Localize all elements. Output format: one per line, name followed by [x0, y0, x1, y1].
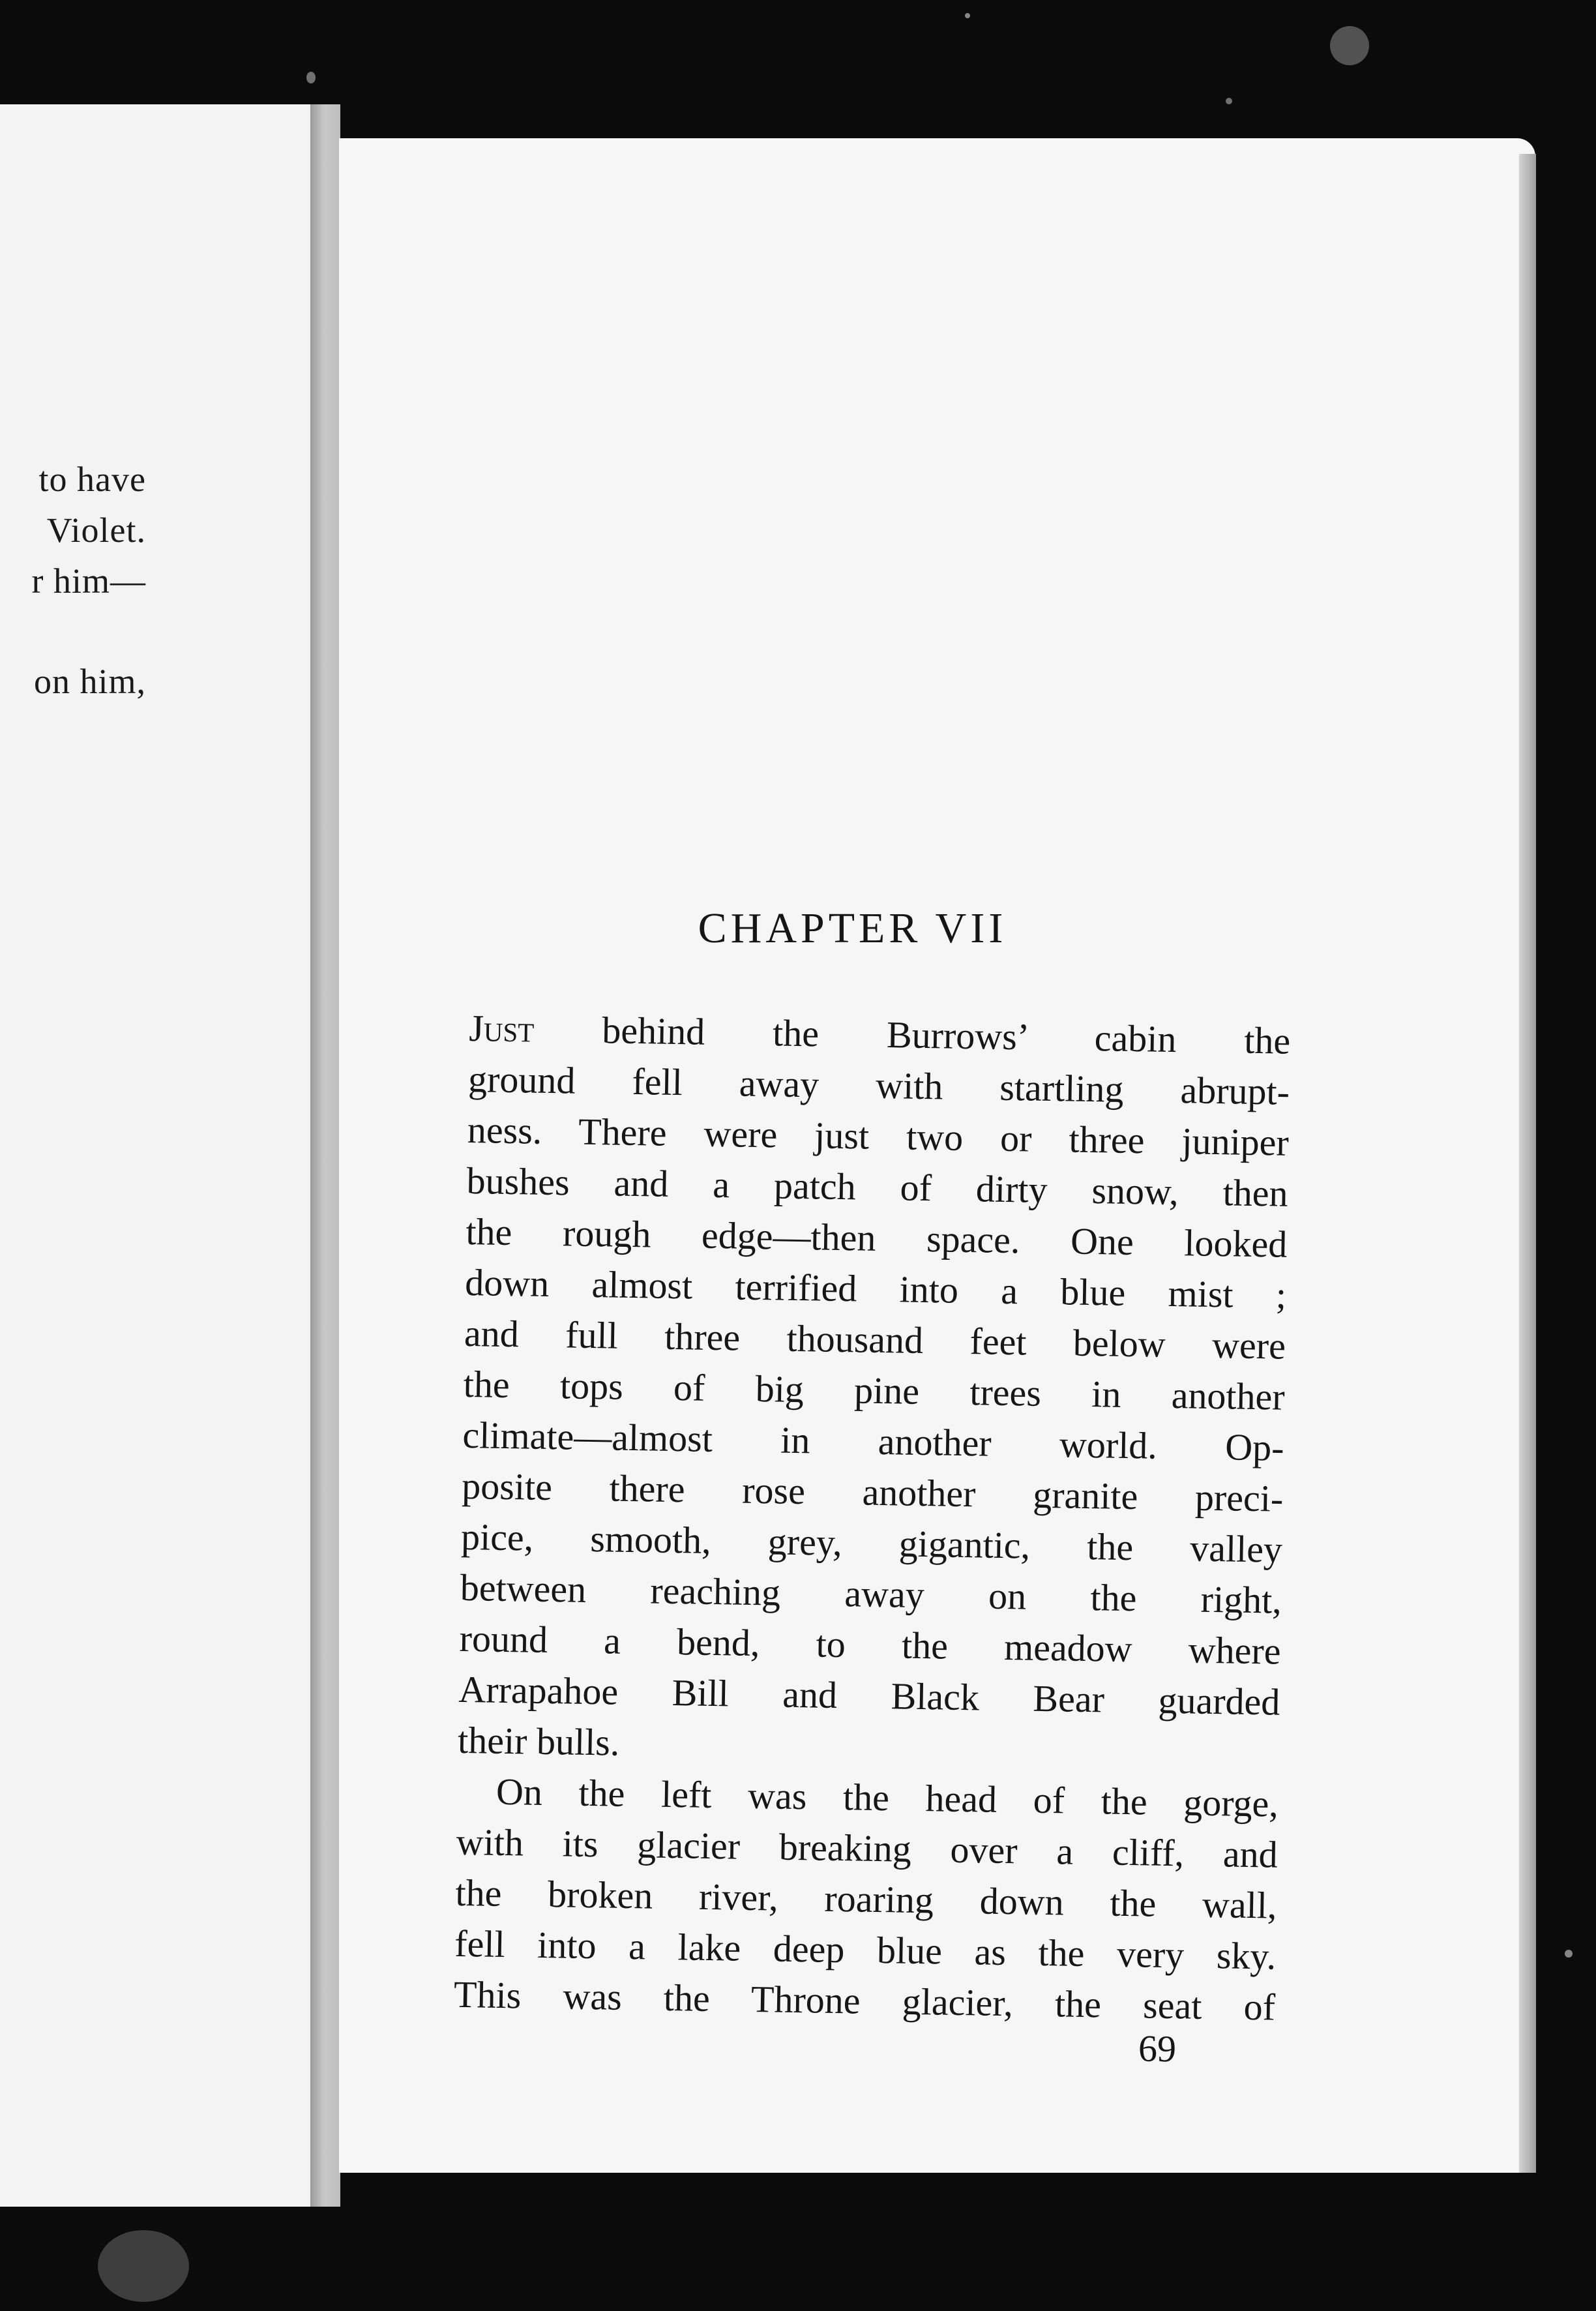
left-page-line: r him— — [31, 561, 146, 601]
right-book-page — [339, 138, 1535, 2173]
scan-speck — [306, 72, 316, 83]
left-page-line: on him, — [33, 662, 146, 701]
text-line: posite there rose another granite preci- — [461, 1464, 1284, 1520]
scan-speck — [1330, 26, 1369, 65]
text-line: with its glacier breaking over a cliff, and — [456, 1820, 1278, 1876]
text-line: ground fell away with startling abrupt- — [467, 1057, 1290, 1113]
text-line: ness. There were just two or three juniper — [467, 1108, 1290, 1164]
text-line: This was the Throne glacier, the seat of — [453, 1973, 1276, 2029]
scan-speck — [1565, 1950, 1573, 1958]
text-line: pice, smooth, grey, gigantic, the valley — [460, 1515, 1283, 1571]
text-line: the broken river, roaring down the wall, — [455, 1871, 1277, 1927]
book-gutter — [310, 104, 340, 2207]
left-facing-page — [0, 104, 317, 2207]
text-line: climate—almost in another world. Op- — [462, 1413, 1284, 1469]
text-line: down almost terrified into a blue mist ; — [464, 1260, 1287, 1317]
text-line: bushes and a patch of dirty snow, then — [466, 1159, 1289, 1215]
paragraph-lead-word: Just — [468, 1006, 535, 1051]
page-number: 69 — [1138, 2027, 1177, 2070]
text-line: between reaching away on the right, — [460, 1566, 1282, 1622]
chapter-heading-text: CHAPTER VII — [698, 904, 1007, 952]
text-line: Arrapahoe Bill and Black Bear guarded — [458, 1667, 1280, 1723]
text-line: On the left was the head of the gorge, — [495, 1770, 1279, 1825]
chapter-heading — [339, 904, 1535, 953]
text-line: and full three thousand feet below were — [464, 1311, 1286, 1367]
scan-speck — [965, 13, 970, 18]
scan-speck — [1226, 98, 1232, 104]
left-page-line: to have — [38, 460, 146, 499]
body-text — [453, 1003, 1290, 2033]
page-edge — [1519, 154, 1536, 2173]
text-line-rest: behind the Burrows’ cabin the — [533, 1007, 1291, 1062]
scan-speck — [98, 2230, 189, 2302]
text-line: the tops of big pine trees in another — [463, 1362, 1286, 1418]
text-line: fell into a lake deep blue as the very sky. — [454, 1922, 1277, 1978]
text-line: round a bend, to the meadow where — [459, 1617, 1282, 1673]
text-line: their bulls. — [457, 1718, 620, 1764]
text-line: the rough edge—then space. One looked — [465, 1210, 1288, 1266]
left-page-line: Violet. — [46, 511, 146, 550]
